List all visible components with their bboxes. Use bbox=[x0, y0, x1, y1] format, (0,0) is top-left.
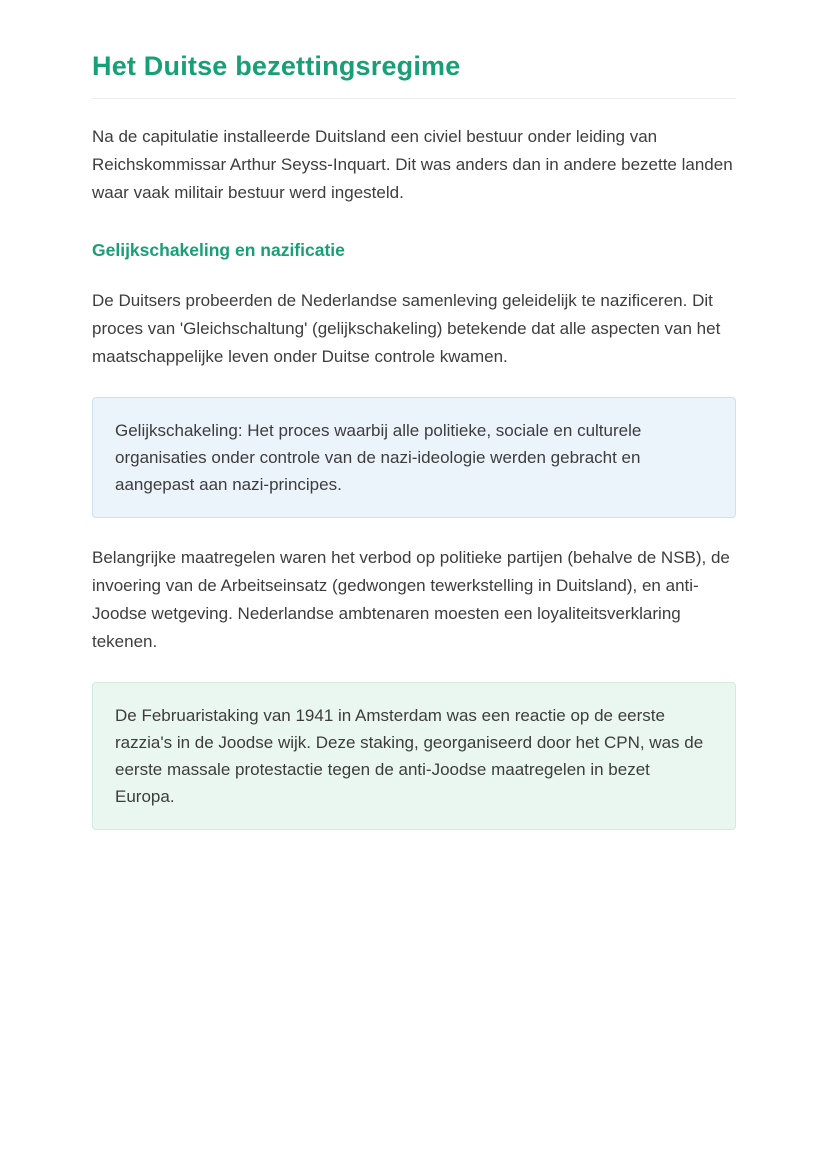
title-divider bbox=[92, 98, 736, 99]
nazification-paragraph: De Duitsers probeerden de Nederlandse samenleving geleidelijk te nazificeren. Dit proces van 'Gleichschaltung' (gelijkschakeling) betekende dat alle aspecten van het maatschappelijke leven onder Duitse controle kwamen. bbox=[92, 291, 721, 367]
section-heading-gelijkschakeling: Gelijkschakeling en nazificatie bbox=[92, 240, 345, 261]
fact-box-text: De Februaristaking van 1941 in Amsterdam was een reactie op de eerste razzia's in de Joodse wijk. Deze staking, georganiseerd door het CPN, was de eerste massale protestactie tegen de anti-Joodse maatregelen in bezet Europa. bbox=[115, 706, 704, 807]
page-title: Het Duitse bezettingsregime bbox=[92, 51, 461, 81]
definition-box-text: Gelijkschakeling: Het proces waarbij alle politieke, sociale en culturele organisaties onder controle van de nazi-ideologie werden gebracht en aangepast aan nazi-principes. bbox=[115, 421, 642, 495]
fact-box bbox=[92, 682, 736, 830]
measures-paragraph: Belangrijke maatregelen waren het verbod op politieke partijen (behalve de NSB), de invoering van de Arbeitseinsatz (gedwongen tewerkstelling in Duitsland), en anti-Joodse wetgeving. Nederlandse ambtenaren moesten een loyaliteitsverklaring tekenen. bbox=[92, 548, 730, 652]
definition-box bbox=[92, 397, 736, 518]
article-content bbox=[92, 0, 736, 830]
intro-paragraph: Na de capitulatie installeerde Duitsland een civiel bestuur onder leiding van Reichskommissar Arthur Seyss-Inquart. Dit was anders dan in andere bezette landen waar vaak militair bestuur werd ingesteld. bbox=[92, 127, 733, 203]
